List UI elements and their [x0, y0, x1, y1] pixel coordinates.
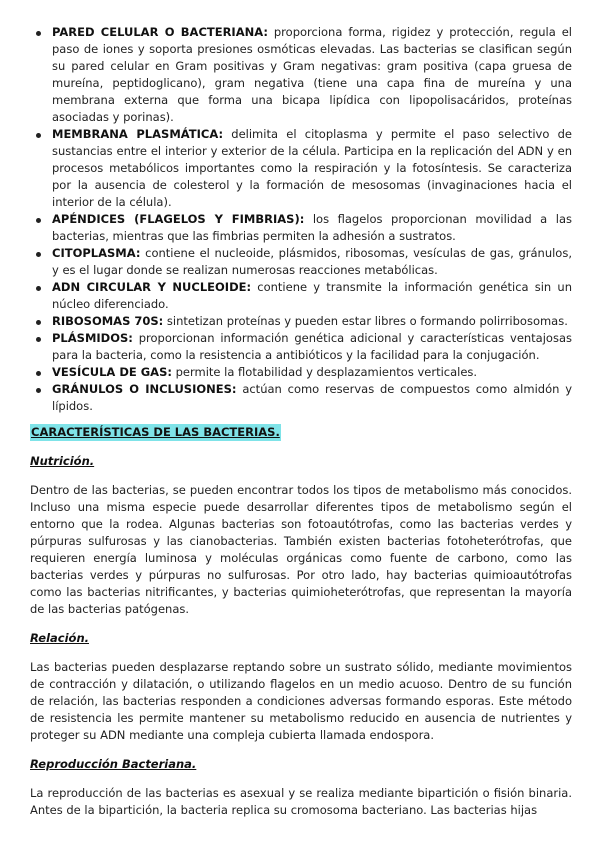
list-item	[30, 279, 572, 313]
list-item-term: RIBOSOMAS 70S:	[52, 314, 164, 328]
list-item-term: APÉNDICES (FLAGELOS Y FIMBRIAS):	[52, 212, 305, 226]
list-item-text: sintetizan proteínas y pueden estar libres o formando polirribosomas.	[163, 314, 568, 328]
list-item	[30, 364, 572, 381]
list-item-term: PLÁSMIDOS:	[52, 331, 133, 345]
document-page	[30, 24, 572, 819]
list-item-text: los flagelos proporcionan movilidad a las bacterias, mientras que las fimbrias permiten la adhesión a sustratos.	[52, 212, 572, 243]
list-item-text: contiene el nucleoide, plásmidos, ribosomas, vesículas de gas, gránulos, y es el lugar donde se realizan numerosas reacciones metabólicas.	[52, 246, 572, 277]
list-item-term: ADN CIRCULAR Y NUCLEOIDE:	[52, 280, 252, 294]
list-item	[30, 245, 572, 279]
list-item-term: MEMBRANA PLASMÁTICA:	[52, 127, 224, 141]
list-item-term: GRÁNULOS O INCLUSIONES:	[52, 382, 237, 396]
list-item	[30, 211, 572, 245]
relation-heading: Relación.	[30, 631, 89, 645]
nutrition-heading: Nutrición.	[30, 454, 95, 468]
list-item-text: permite la flotabilidad y desplazamientos verticales.	[171, 365, 478, 379]
list-item-text: proporciona forma, rigidez y protección, regula el paso de iones y soporta presiones osmóticas elevadas. Las bacterias se clasifican según su pared celular en Gram positivas y Gram negativas: gram positiva (capa gruesa de mureína, peptidoglicano), gram negativa (tiene una capa fina de mureína y una membrana externa que forma una bicapa lipídica con lipopolisacáridos, proteínas asociadas y porinas).	[52, 25, 572, 124]
list-item-term: CITOPLASMA:	[52, 246, 141, 260]
reproduction-paragraph: La reproducción de las bacterias es asexual y se realiza mediante bipartición o fisión binaria. Antes de la bipartición, la bacteria replica su cromosoma bacteriano. Las bacterias hijas	[30, 786, 572, 817]
list-item-text: actúan como reservas de compuestos como almidón y lípidos.	[52, 382, 573, 413]
list-item-text: contiene y transmite la información genética sin un núcleo diferenciado.	[52, 280, 572, 311]
section-heading: CARACTERÍSTICAS DE LAS BACTERIAS.	[31, 425, 280, 439]
list-item-text: delimita el citoplasma y permite el paso selectivo de sustancias entre el interior y exterior de la célula. Participa en la replicación del ADN y en procesos metabólicos importantes como la respiración y la fotosíntesis. Se caracteriza por la ausencia de colesterol y la formación de mesosomas (invaginaciones hacia el interior de la célula).	[52, 127, 572, 209]
relation-paragraph: Las bacterias pueden desplazarse reptando sobre un sustrato sólido, mediante movimientos de contracción y dilatación, o utilizando flagelos en un medio acuoso. Dentro de su función de relación, las bacterias responden a condiciones adversas formando esporas. Este método de resistencia les permite mantener su metabolismo reducido en ausencia de nutrientes y proteger su ADN mediante una compleja cubierta llamada endospora.	[30, 660, 572, 742]
list-item	[30, 330, 572, 364]
list-item	[30, 24, 572, 126]
list-item-term: VESÍCULA DE GAS:	[52, 365, 172, 379]
list-item-text: proporcionan información genética adicional y características ventajosas para la bacteria, como la resistencia a antibióticos y la facilidad para la conjugación.	[52, 331, 572, 362]
list-item	[30, 313, 572, 330]
list-item	[30, 381, 572, 415]
list-item	[30, 126, 572, 211]
nutrition-paragraph: Dentro de las bacterias, se pueden encontrar todos los tipos de metabolismo más conocidos. Incluso una misma especie puede desarrollar diferentes tipos de metabolismo según el entorno que la rodea. Algunas bacterias son fotoautótrofas, como las bacterias verdes y púrpuras sulfurosas y las cianobacterias. También existen bacterias fotoheterótrofas, que requieren energía luminosa y moléculas orgánicas como fuente de carbono, como las bacterias verdes y púrpuras no sulfurosas. Por otro lado, hay bacterias quimioautótrofas como las bacterias nitrificantes, y bacterias quimioheterótrofas, que representan la mayoría de las bacterias patógenas.	[30, 483, 572, 616]
structure-list	[30, 24, 572, 415]
reproduction-heading: Reproducción Bacteriana.	[30, 757, 197, 771]
list-item-term: PARED CELULAR O BACTERIANA:	[52, 25, 268, 39]
